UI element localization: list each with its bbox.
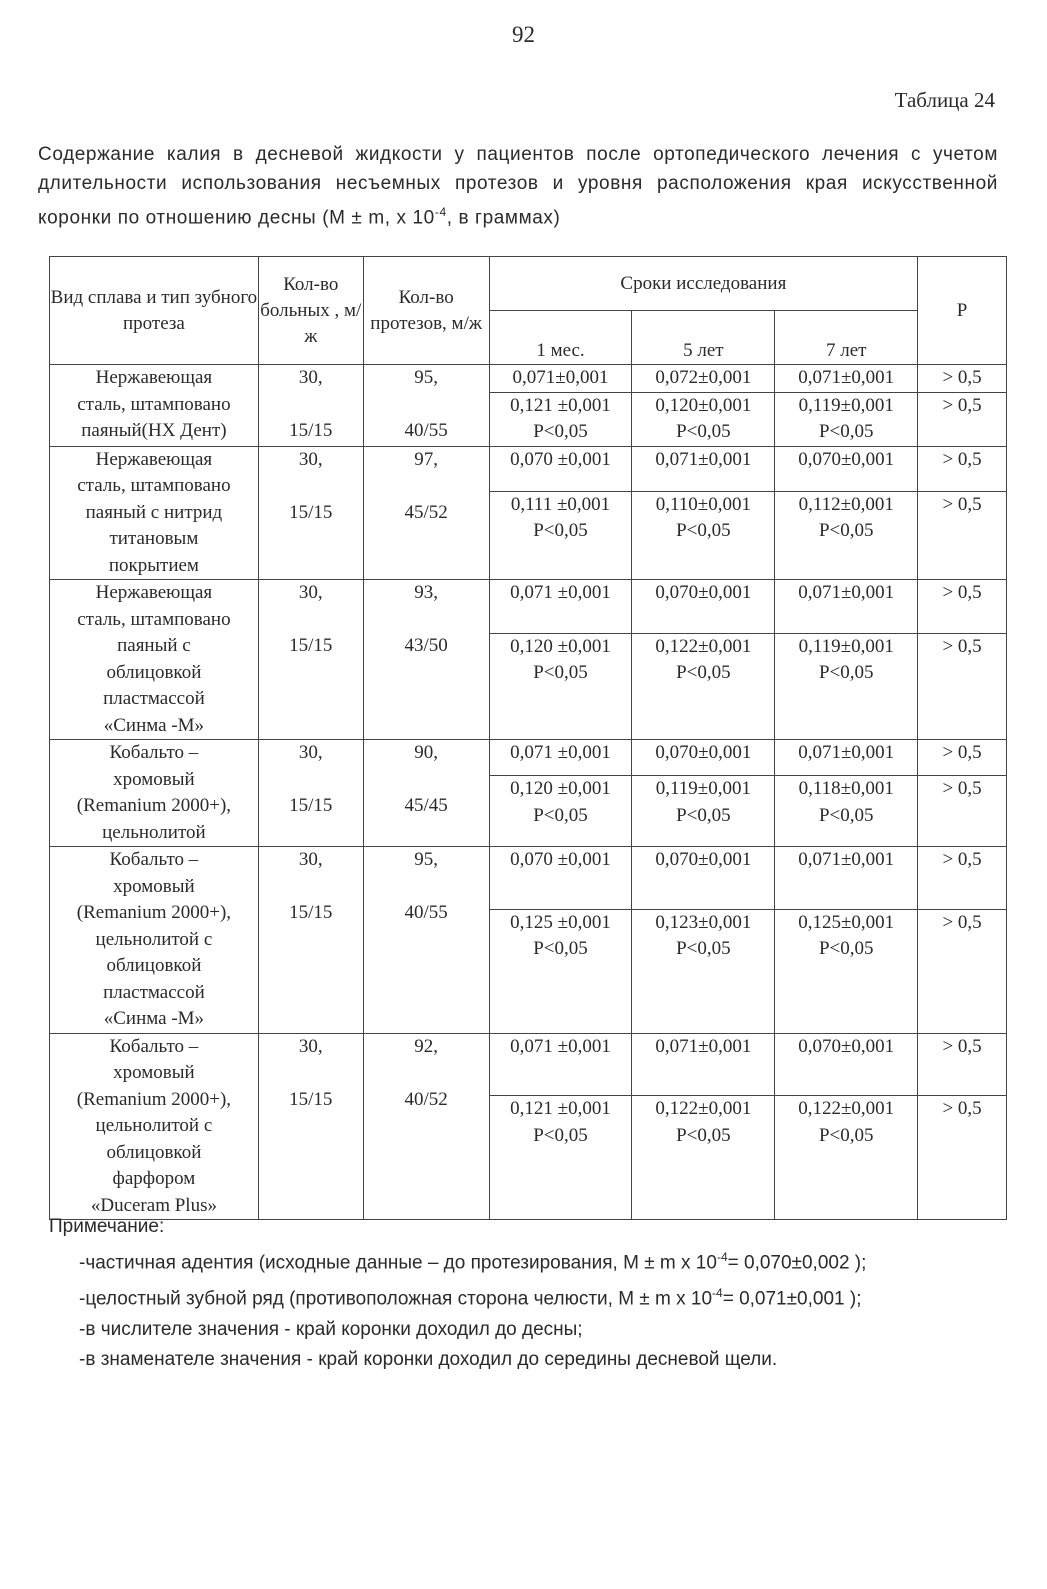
value-m7-sub-line: Р<0,05 [818, 520, 874, 542]
value-m5-sub-line: 0,119±0,001 [655, 778, 751, 800]
value-m1-sub-line: Р<0,05 [533, 662, 588, 684]
prostheses-count-cell-line: 43/50 [404, 635, 448, 656]
prostheses-count-cell [363, 847, 489, 1034]
patients-count-cell-line [259, 607, 363, 634]
value-m5: 0,070±0,001 [632, 847, 775, 910]
prostheses-count-cell-lines [364, 847, 489, 927]
table-row [50, 580, 1007, 634]
value-m5-sub [632, 776, 775, 847]
alloy-type-cell-line: покрытием [108, 554, 199, 576]
alloy-type-cell-line: паяный с [117, 635, 191, 656]
value-m5-sub-line: Р<0,05 [676, 520, 731, 542]
value-m7-sub-line: Р<0,05 [818, 662, 874, 684]
value-m5-sub-lines [632, 393, 774, 446]
note-item-1-text: -частичная адентия (исходные данные – до протезирования, М ± m х 10 [79, 1252, 717, 1274]
prostheses-count-cell-line: 90, [414, 742, 439, 763]
alloy-type-cell-line: «Duceram Plus» [90, 1194, 217, 1216]
value-m7: 0,071±0,001 [775, 580, 918, 634]
alloy-type-cell [50, 740, 259, 847]
alloy-type-cell-line: цельнолитой с [95, 928, 213, 950]
value-m5-sub-lines [632, 776, 774, 829]
prostheses-count-cell-line: 97, [414, 448, 439, 470]
table-row [50, 1033, 1007, 1096]
value-m1-sub-line: 0,120 ±0,001 [510, 635, 611, 657]
value-m7-sub-line: Р<0,05 [818, 938, 874, 960]
value-m7-sub [775, 491, 918, 579]
patients-count-cell-line: 15/15 [289, 795, 333, 816]
prostheses-count-cell-line [364, 607, 489, 634]
alloy-type-cell-lines [50, 740, 258, 846]
prostheses-count-cell-line [364, 874, 489, 901]
value-m5-sub [632, 491, 775, 579]
prostheses-count-cell-line: 95, [414, 849, 439, 870]
alloy-type-cell-line: фарфором [112, 1168, 196, 1189]
value-m1-sub [489, 392, 632, 446]
p-value: > 0,5 [918, 365, 1007, 393]
table-row [50, 847, 1007, 910]
value-m1: 0,070 ±0,001 [489, 847, 632, 910]
value-m5-sub [632, 392, 775, 446]
alloy-type-cell [50, 1033, 259, 1220]
prostheses-count-cell-line [364, 767, 489, 794]
patients-count-cell-line [259, 767, 363, 794]
value-m5-sub-lines [632, 634, 774, 687]
value-m7: 0,070±0,001 [775, 446, 918, 491]
header-1-month: 1 мес. [489, 311, 632, 365]
prostheses-count-cell [363, 365, 489, 447]
patients-count-cell-line: 30, [298, 582, 323, 603]
prostheses-count-cell-lines [364, 1034, 489, 1114]
value-m7-sub-line: 0,122±0,001 [798, 1098, 895, 1120]
patients-count-cell [258, 847, 363, 1034]
value-m5: 0,070±0,001 [632, 580, 775, 634]
patients-count-cell-line: 30, [298, 448, 323, 470]
value-m1-sub [489, 1096, 632, 1220]
alloy-type-cell-line: сталь, штамповано [77, 475, 231, 496]
p-value: > 0,5 [918, 740, 1007, 776]
prostheses-count-cell-line: 95, [414, 367, 439, 388]
note-item-4: -в знаменателе значения - край коронки доходил до середины десневой щели. [79, 1348, 778, 1370]
value-m7-sub-line: Р<0,05 [818, 421, 874, 442]
value-m7-sub [775, 1096, 918, 1220]
header-patients: Кол-во больных , м/ж [258, 257, 363, 365]
value-m7-sub [775, 776, 918, 847]
header-study-periods: Сроки исследования [489, 257, 918, 311]
value-m5-sub-line: Р<0,05 [676, 938, 731, 960]
table-label: Таблица 24 [894, 88, 995, 112]
prostheses-count-cell-line: 40/55 [404, 420, 448, 441]
prostheses-count-cell-lines [364, 365, 489, 445]
prostheses-count-cell-line: 92, [414, 1035, 439, 1057]
prostheses-count-cell [363, 740, 489, 847]
value-m1: 0,070 ±0,001 [489, 446, 632, 491]
alloy-type-cell-line: цельнолитой с [95, 1115, 213, 1136]
value-m5: 0,070±0,001 [632, 740, 775, 776]
alloy-type-cell [50, 446, 259, 580]
alloy-type-cell-line: Нержавеющая [95, 582, 213, 603]
value-m1-sub-line: Р<0,05 [533, 938, 588, 960]
patients-count-cell-lines [259, 580, 363, 660]
patients-count-cell-lines [259, 365, 363, 445]
patients-count-cell [258, 580, 363, 740]
value-m1-sub [489, 491, 632, 579]
value-m1-sub-line: Р<0,05 [533, 804, 588, 826]
alloy-type-cell [50, 365, 259, 447]
caption-exponent: -4 [434, 205, 447, 219]
alloy-type-cell [50, 847, 259, 1034]
patients-count-cell-lines [259, 1034, 363, 1114]
page-number: 92 [512, 22, 535, 47]
prostheses-count-cell-line: 45/45 [404, 795, 448, 816]
note-title: Примечание: [49, 1216, 165, 1237]
table-body [50, 365, 1007, 1220]
prostheses-count-cell [363, 1033, 489, 1220]
alloy-type-cell-line: Кобальто – [109, 742, 199, 763]
value-m1-sub-lines [490, 776, 632, 829]
alloy-type-cell-line: хромовый [113, 768, 195, 790]
prostheses-count-cell-line [364, 473, 489, 500]
header-7-years: 7 лет [775, 311, 918, 365]
alloy-type-cell-line: паяный с нитрид [85, 501, 223, 523]
patients-count-cell-line [259, 874, 363, 901]
header-alloy: Вид сплава и тип зубного протеза [50, 257, 259, 365]
prostheses-count-cell-line: 40/55 [404, 902, 448, 923]
prostheses-count-cell [363, 446, 489, 580]
p-value-sub [918, 392, 1007, 446]
value-m5-sub-line: 0,110±0,001 [655, 493, 751, 515]
patients-count-cell [258, 365, 363, 447]
patients-count-cell-line [259, 473, 363, 500]
alloy-type-cell-line: хромовый [113, 1062, 195, 1083]
value-m7-sub [775, 909, 918, 1033]
value-m1-sub [489, 909, 632, 1033]
value-m7-sub-lines [775, 776, 917, 829]
p-value-line: > 0,5 [942, 394, 982, 416]
patients-count-cell-line: 15/15 [289, 635, 333, 656]
value-m7-sub-line: Р<0,05 [818, 804, 874, 826]
patients-count-cell [258, 740, 363, 847]
value-m7-sub [775, 392, 918, 446]
alloy-type-cell-line: «Синма -М» [103, 714, 205, 736]
prostheses-count-cell-line [364, 392, 489, 419]
patients-count-cell [258, 446, 363, 580]
value-m7-sub-lines [775, 1096, 917, 1149]
value-m1-sub-lines [490, 1096, 632, 1149]
value-m5-sub-line: Р<0,05 [676, 662, 731, 684]
p-value-line: > 0,5 [942, 778, 982, 800]
value-m7: 0,070±0,001 [775, 1033, 918, 1096]
patients-count-cell-lines [259, 740, 363, 820]
header-prostheses: Кол-во протезов, м/ж [363, 257, 489, 365]
value-m1-sub-line: Р<0,05 [533, 520, 588, 542]
alloy-type-cell-line: облицовкой [106, 1141, 202, 1163]
alloy-type-cell-line: (Remanium 2000+), [76, 902, 232, 923]
note-item-3: -в числителе значения - край коронки доходил до десны; [79, 1318, 583, 1340]
patients-count-cell-line: 30, [298, 367, 323, 388]
patients-count-cell-line: 30, [298, 1035, 323, 1057]
value-m5-sub-line: Р<0,05 [676, 1124, 731, 1146]
alloy-type-cell-line: облицовкой [106, 661, 202, 683]
alloy-type-cell-line: (Remanium 2000+), [76, 795, 232, 816]
p-value-sub [918, 1096, 1007, 1220]
value-m7-sub-line: 0,119±0,001 [798, 394, 894, 416]
alloy-type-cell-line: Нержавеющая [95, 448, 213, 470]
prostheses-count-cell-line: 40/52 [404, 1088, 448, 1110]
value-m1-sub [489, 776, 632, 847]
header-p: Р [918, 257, 1007, 365]
p-value-sub [918, 909, 1007, 1033]
value-m5: 0,071±0,001 [632, 1033, 775, 1096]
value-m7-sub-line: 0,112±0,001 [798, 493, 894, 515]
prostheses-count-cell-line: 45/52 [404, 501, 448, 523]
value-m7-sub-line: 0,118±0,001 [798, 778, 894, 800]
patients-count-cell [258, 1033, 363, 1220]
alloy-type-cell-lines [50, 1034, 258, 1220]
alloy-type-cell-lines [50, 580, 258, 739]
alloy-type-cell-lines [50, 365, 258, 445]
potassium-table [49, 256, 1007, 1220]
value-m1: 0,071 ±0,001 [489, 740, 632, 776]
value-m5: 0,071±0,001 [632, 446, 775, 491]
alloy-type-cell-line: облицовкой [106, 955, 202, 976]
p-value-line: > 0,5 [942, 635, 982, 657]
value-m5-sub [632, 1096, 775, 1220]
value-m7: 0,071±0,001 [775, 365, 918, 393]
alloy-type-cell-line: цельнолитой [102, 821, 206, 843]
p-value-sub [918, 633, 1007, 739]
value-m7-sub-lines [775, 492, 917, 545]
value-m5-sub [632, 633, 775, 739]
value-m5-sub-lines [632, 910, 774, 963]
value-m1-sub-line: 0,121 ±0,001 [510, 394, 611, 416]
value-m1-sub-line: 0,120 ±0,001 [510, 778, 611, 800]
value-m1-sub-lines [490, 492, 632, 545]
value-m7-sub-lines [775, 634, 917, 687]
table-row [50, 740, 1007, 776]
value-m1-sub-line: 0,125 ±0,001 [510, 911, 611, 933]
alloy-type-cell [50, 580, 259, 740]
alloy-type-cell-line: сталь, штамповано [77, 393, 231, 415]
value-m5: 0,072±0,001 [632, 365, 775, 393]
table-row [50, 446, 1007, 491]
value-m7-sub-line: 0,125±0,001 [798, 911, 895, 933]
patients-count-cell-line: 15/15 [289, 902, 333, 923]
note-block [49, 1212, 1029, 1375]
alloy-type-cell-line: пластмассой [103, 981, 205, 1003]
table-caption [38, 140, 998, 232]
note-item-1-end: = 0,070±0,002 ); [727, 1252, 867, 1274]
value-m7-sub-line: Р<0,05 [818, 1124, 874, 1146]
value-m5-sub-line: 0,120±0,001 [655, 394, 752, 416]
patients-count-cell-lines [259, 847, 363, 927]
value-m5-sub-line: 0,122±0,001 [655, 1098, 752, 1120]
alloy-type-cell-line: Кобальто – [109, 849, 199, 870]
p-value: > 0,5 [918, 1033, 1007, 1096]
p-value: > 0,5 [918, 580, 1007, 634]
value-m7: 0,071±0,001 [775, 847, 918, 910]
value-m1: 0,071±0,001 [489, 365, 632, 393]
table-row [50, 365, 1007, 393]
note-item-1-exp: -4 [716, 1250, 728, 1264]
value-m7: 0,071±0,001 [775, 740, 918, 776]
alloy-type-cell-line: титановым [109, 528, 199, 549]
alloy-type-cell-line: (Remanium 2000+), [76, 1088, 232, 1110]
patients-count-cell-line [259, 1060, 363, 1087]
note-item-2 [49, 1278, 1029, 1314]
value-m1-sub-lines [490, 910, 632, 963]
alloy-type-cell-line: пластмассой [103, 688, 205, 709]
caption-text: Содержание калия в десневой жидкости у пациентов после ортопедического лечения с учетом длительности использования несъемных протезов и уровня расположения края искусственной коронки по отношению десны (М ± m, х 10 [38, 144, 998, 229]
note-item-2-text: -целостный зубной ряд (противоположная сторона челюсти, М ± m х 10 [79, 1288, 713, 1310]
value-m7-sub-lines [775, 910, 917, 963]
value-m1-sub [489, 633, 632, 739]
prostheses-count-cell-lines [364, 447, 489, 527]
p-value: > 0,5 [918, 847, 1007, 910]
alloy-type-cell-lines [50, 847, 258, 1033]
note-item-2-exp: -4 [712, 1286, 723, 1301]
prostheses-count-cell [363, 580, 489, 740]
value-m5-sub [632, 909, 775, 1033]
alloy-type-cell-line: Нержавеющая [95, 367, 213, 388]
value-m7-sub-line: 0,119±0,001 [798, 635, 894, 657]
patients-count-cell-line [259, 392, 363, 419]
value-m5-sub-line: Р<0,05 [676, 804, 731, 826]
value-m7-sub-lines [775, 393, 917, 446]
value-m1: 0,071 ±0,001 [489, 580, 632, 634]
p-value-sub [918, 776, 1007, 847]
patients-count-cell-line: 15/15 [289, 1088, 333, 1110]
p-value-line: > 0,5 [942, 1098, 982, 1120]
alloy-type-cell-line: «Синма -М» [103, 1008, 205, 1029]
value-m1-sub-lines [490, 393, 632, 446]
prostheses-count-cell-line: 93, [414, 582, 439, 603]
prostheses-count-cell-lines [364, 740, 489, 820]
patients-count-cell-line: 15/15 [289, 420, 333, 441]
p-value-line: > 0,5 [942, 493, 982, 515]
value-m5-sub-lines [632, 492, 774, 545]
patients-count-cell-line: 30, [298, 742, 323, 763]
value-m1-sub-lines [490, 634, 632, 687]
caption-text-end: , в граммах) [446, 207, 561, 229]
value-m5-sub-line: 0,122±0,001 [655, 635, 752, 657]
header-5-years: 5 лет [632, 311, 775, 365]
alloy-type-cell-line: паяный(НХ Дент) [81, 420, 227, 441]
patients-count-cell-line: 15/15 [289, 501, 333, 523]
alloy-type-cell-line: сталь, штамповано [77, 608, 231, 630]
p-value: > 0,5 [918, 446, 1007, 491]
value-m1: 0,071 ±0,001 [489, 1033, 632, 1096]
alloy-type-cell-lines [50, 447, 258, 580]
value-m7-sub [775, 633, 918, 739]
p-value-sub [918, 491, 1007, 579]
alloy-type-cell-line: хромовый [113, 875, 195, 897]
patients-count-cell-lines [259, 447, 363, 527]
prostheses-count-cell-line [364, 1060, 489, 1087]
value-m1-sub-line: Р<0,05 [533, 1124, 588, 1146]
value-m1-sub-line: 0,121 ±0,001 [510, 1098, 611, 1120]
value-m5-sub-line: 0,123±0,001 [655, 911, 752, 933]
value-m5-sub-lines [632, 1096, 774, 1149]
p-value-line: > 0,5 [942, 911, 982, 933]
value-m1-sub-line: Р<0,05 [533, 421, 588, 442]
note-item-1 [49, 1242, 1029, 1278]
alloy-type-cell-line: Кобальто – [109, 1035, 199, 1057]
value-m5-sub-line: Р<0,05 [676, 421, 731, 442]
value-m1-sub-line: 0,111 ±0,001 [510, 493, 611, 515]
note-item-2-end: = 0,071±0,001 ); [722, 1288, 862, 1310]
prostheses-count-cell-lines [364, 580, 489, 660]
patients-count-cell-line: 30, [298, 849, 323, 870]
